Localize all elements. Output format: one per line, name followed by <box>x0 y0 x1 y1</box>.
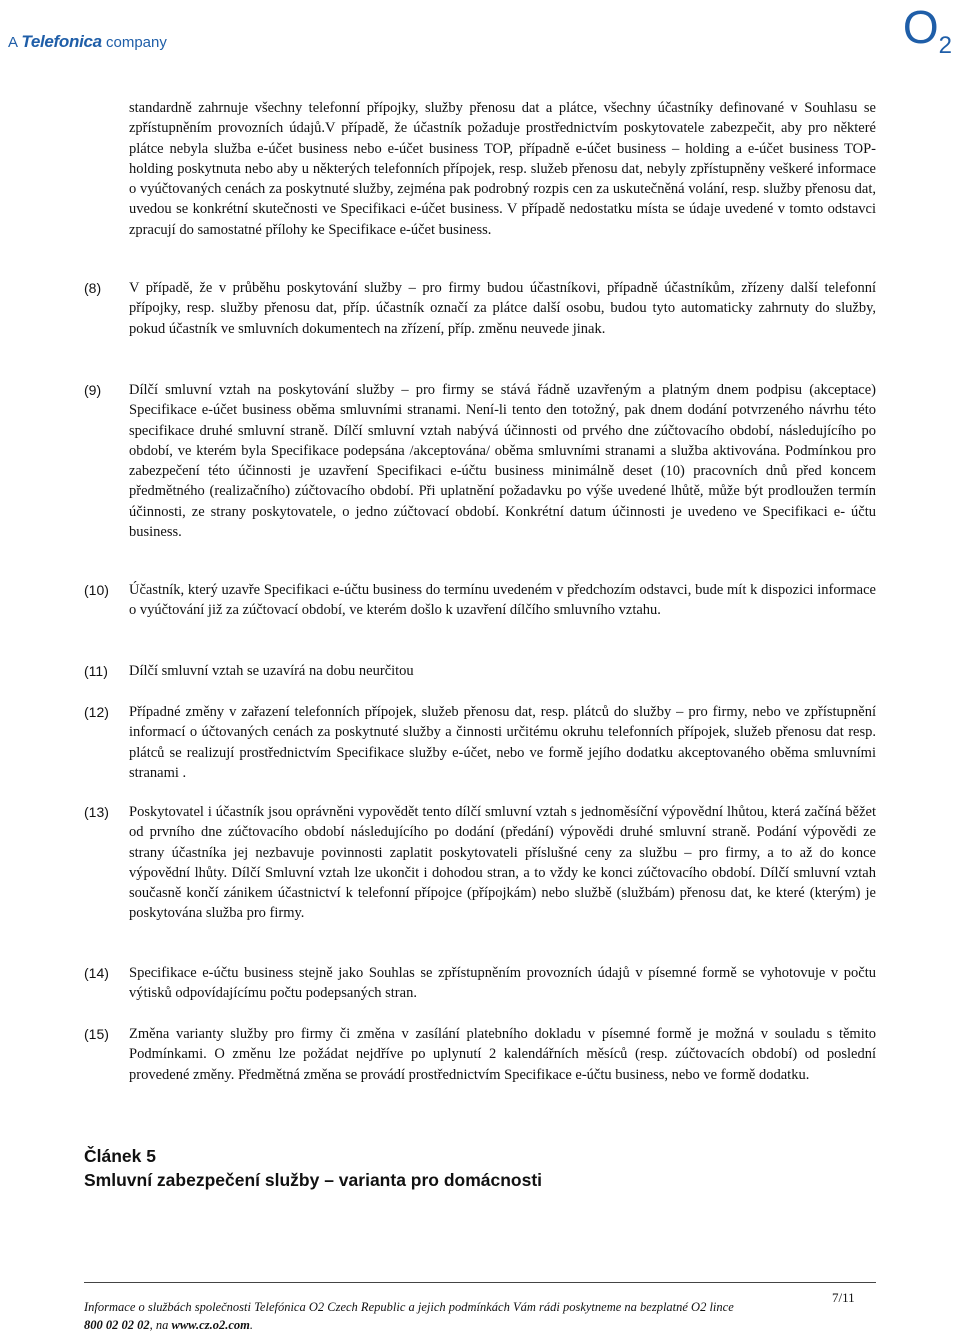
paragraph-number: (15) <box>84 1026 109 1042</box>
paragraph-number: (8) <box>84 280 102 296</box>
paragraph-12: Případné změny v zařazení telefonních přípojek, služeb přenosu dat, resp. plátců do služby – pro firmy, nebo ve zpřístupnění informací o účtovaných cenách za poskytnuté služby a činnosti určitému okruhu telefonních přípojek, služeb přenosu dat resp. plátců se realizují prostřednictvím Specifikace služby e-účet, nebo ve formě jejího dodatku akceptovaného oběma smluvními stranami . <box>129 704 876 781</box>
paragraph-15: Změna varianty služby pro firmy či změna v zasílání platebního dokladu v písemné formě je možná v souladu s těmito Podmínkami. O změnu lze požádat nejdříve po uplynutí 2 kalendářních měsíců (resp. zúčtovacích období) od poslední provedené změny. Předmětná změna se provádí prostřednictvím Specifikace e-účtu business, nebo ve formě dodatku. <box>129 1026 876 1083</box>
paragraph-number: (13) <box>84 804 109 820</box>
paragraph-number: (11) <box>84 663 108 679</box>
paragraph-14: Specifikace e-účtu business stejně jako Souhlas se zpřístupněním provozních údajů v písemné formě se vyhotovuje v počtu výtisků odpovídajícímu počtu podepsaných stran. <box>129 965 876 1002</box>
footer-divider <box>84 1282 876 1283</box>
o2-logo-subscript: 2 <box>938 32 952 59</box>
page-number: 7/11 <box>832 1290 855 1305</box>
o2-logo <box>902 1 952 59</box>
paragraph-13: Poskytovatel i účastník jsou oprávněni vypovědět tento dílčí smluvní vztah s jednoměsíční výpovědní lhůtou, která začíná běžet od prvního dne zúčtovacího období následujícího po dodání (předání) výpovědi druhé smluvní straně. Podání výpovědi ze strany účastníka jej nezbavuje povinnosti zaplatit poskytovateli příslušné ceny za službu – pro firmy, a to až do konce výpovědní lhůty. Dílčí Smluvní vztah lze ukončit i dohodou stran, a to vždy ke konci zúčtovacího období. Dílčí smluvní vztah současně končí zánikem účastnictví k telefonní přípojce (přípojkám) nebo službě (službám) přenosu dat, ke které (kterým) je poskytována služba pro firmy. <box>129 804 876 922</box>
paragraph-9: Dílčí smluvní vztah na poskytování služby – pro firmy se stává řádně uzavřeným a platným dnem podpisu (akceptace) Specifikace e-účet business oběma smluvními stranami. Není-li tento den totožný, pak dnem dodání potvrzeného návrhu této specifikace druhé smluvní straně. Dílčí smluvní vztah nabývá účinnosti od prvého dne zúčtovacího období, následujícího po období, ve kterém byla Specifikace podepsána /akceptována/ oběma smluvními stranami a služba aktivována. Podmínkou pro zabezpečení této účinnosti je uzavření Specifikaci e-účtu business minimálně deset (10) pracovních dnů před koncem předmětného (realizačního) zúčtovacího období. Při uplatnění požadavku po výše uvedené lhůtě, může být prodloužen termín účinnosti, ze strany poskytovatele, o jedno zúčtovací období. Konkrétní datum účinnosti je uvedeno ve Specifikaci e- účtu business. <box>129 382 876 541</box>
brand-suffix: company <box>105 34 167 51</box>
paragraph-number: (10) <box>84 582 109 598</box>
paragraph-number: (12) <box>84 704 109 720</box>
paragraph-continuation: standardně zahrnuje všechny telefonní přípojky, služby přenosu dat a plátce, všechny účastníky definované v Souhlasu se zpřístupněním provozních údajů.V případě, že účastník požaduje prostřednictvím poskytovatele zabezpečit, aby pro některé plátce nebyla služba e-účet business nebo e-účet business TOP, případně e-účet business – holding a e-účet business TOP- holding poskytnuta nebo aby u některých telefonních přípojek, resp. služeb přenosu dat, nebyly zpřístupněny veškeré informace o vyúčtovaných cenách za poskytnuté služby, zejména pak podrobný rozpis cen za uskutečněná volání, resp. služby přenosu dat, uvedou se konkrétní skutečnosti ve Specifikaci e-účet business. V případě nedostatku místa se údaje uvedené v tomto odstavci zpracují do samostatné přílohy ke Specifikace e-účet business. <box>129 100 876 238</box>
footer-line-1: Informace o službách společnosti Telefónica O2 Czech Republic a jejich podmínkách Vám rádi poskytneme na bezplatné O2 lince <box>84 1300 734 1314</box>
brand-prefix: A <box>8 34 18 51</box>
paragraph-10: Účastník, který uzavře Specifikaci e-účtu business do termínu uvedeném v předchozím odstavci, bude mít k dispozici informace o vyúčtování již za zúčtovací období, ve kterém došlo k uzavření dílčího smluvního vztahu. <box>129 582 876 619</box>
footer-text-mid: , na <box>149 1318 172 1332</box>
telefonica-company-brand <box>8 32 167 52</box>
paragraph-number: (9) <box>84 382 102 398</box>
article-title: Článek 5 <box>84 1146 156 1166</box>
paragraph-11: Dílčí smluvní vztah se uzavírá na dobu neurčitou <box>129 663 414 679</box>
article-subtitle: Smluvní zabezpečení služby – varianta pro domácnosti <box>84 1170 543 1190</box>
telefonica-logo: Telefonica <box>21 32 102 51</box>
footer-info <box>84 1298 804 1334</box>
footer-phone: 800 02 02 02 <box>84 1318 150 1332</box>
footer-text-end: . <box>249 1318 253 1332</box>
footer-web-link[interactable]: www.cz.o2.com <box>171 1318 250 1332</box>
paragraph-number: (14) <box>84 965 109 981</box>
paragraph-8: V případě, že v průběhu poskytování služby – pro firmy budou účastníkovi, případně účastníkům, zřízeny další telefonní přípojky, resp. služby přenosu dat, příp. účastník označí za plátce další osobu, budou tyto automaticky zahrnuty do služby, pokud účastník ve smluvních dokumentech na zřízení, příp. změnu neuvede jinak. <box>129 280 876 337</box>
o2-logo-letter: O <box>902 1 939 53</box>
